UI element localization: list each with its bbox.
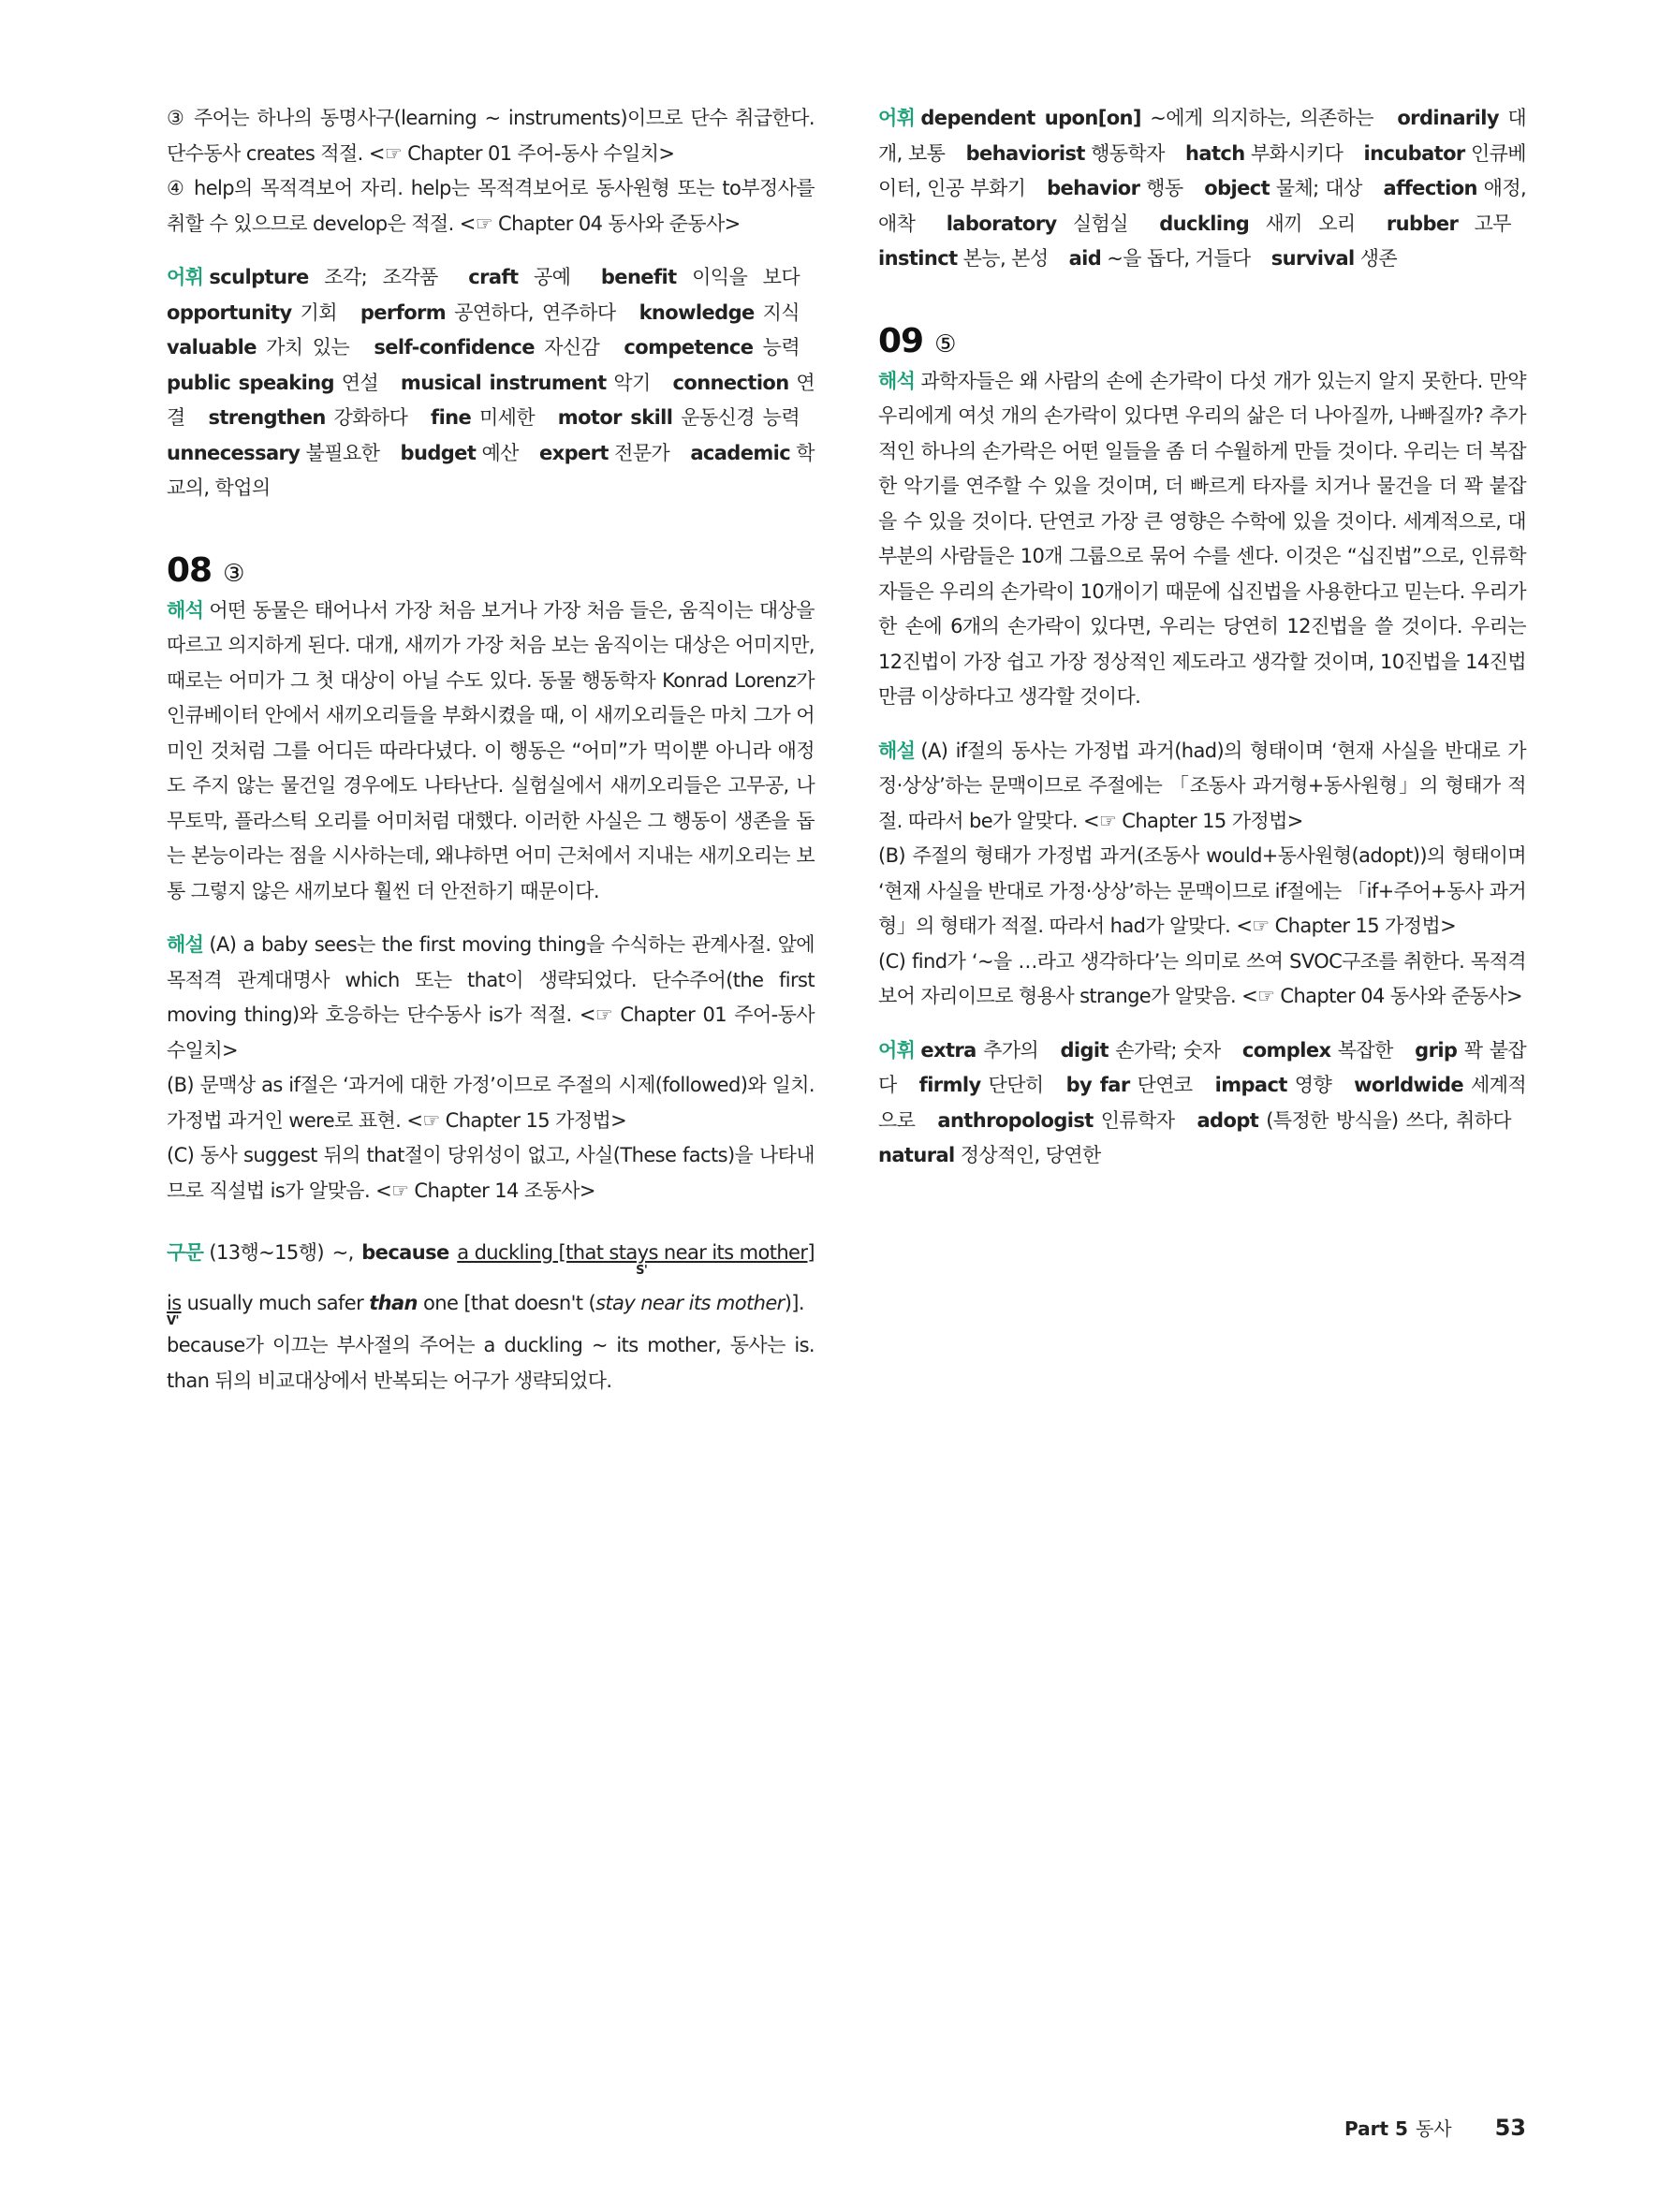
vocab-term: complex: [1241, 1038, 1331, 1062]
vocab-term: anthropologist: [937, 1108, 1094, 1132]
vocab-term: musical instrument: [400, 371, 607, 394]
gumun-ellipsis: stay near its mother: [595, 1292, 785, 1314]
vocab-meaning: 연결: [167, 371, 815, 429]
vocab-meaning: 공연하다, 연주하다: [454, 300, 616, 324]
q08-explanation-b: (B) 문맥상 as if절은 ‘과거에 대한 가정’이므로 주절의 시제(followed)와 일치. 가정법 과거인 were로 표현. <☞ Chapter 15 가정법>: [167, 1074, 815, 1132]
gumun-verb: is: [167, 1292, 182, 1314]
vocab-meaning: (특정한 방식을) 쓰다, 취하다: [1266, 1108, 1511, 1132]
vocab-term: motor skill: [557, 406, 673, 429]
vocab-meaning: 미세한: [478, 406, 536, 429]
explanation-text: (A) a baby sees는 the first moving thing을 수식하는 관계사절. 앞에 목적격 관계대명사 which 또는 that이 생략되었다. 단수주어(the first moving thing)와 호응하는 단수동사 is가 적절. <☞ Chapter 01 주어-동사 수일치>: [167, 933, 815, 1062]
vocab-term: budget: [400, 441, 477, 464]
translation-label: 해석: [167, 598, 204, 622]
vocab-meaning: 추가의: [983, 1038, 1039, 1062]
vocab-meaning: 연설: [341, 371, 379, 394]
vocab-meaning: 이익을 보다: [692, 266, 800, 288]
vocab-term: perform: [360, 300, 447, 324]
gumun-than: than: [369, 1292, 418, 1314]
vocab-term: behaviorist: [965, 141, 1085, 165]
vocab-meaning: 강화하다: [333, 406, 408, 429]
vocab-term: laboratory: [946, 212, 1057, 235]
gumun-label: 구문: [167, 1241, 204, 1264]
right-column: [878, 101, 1526, 1174]
vocab-term: worldwide: [1354, 1074, 1464, 1096]
explanation-label: 해설: [167, 933, 204, 956]
vocab-term: expert: [539, 441, 609, 464]
vocab-meaning: 물체; 대상: [1275, 177, 1362, 199]
vocab-term: natural: [878, 1144, 955, 1166]
vocab-meaning: 능력: [762, 336, 800, 359]
q09-translation: [878, 364, 1526, 715]
q09-explanation-c: (C) find가 ‘~을 …라고 생각하다’는 의미로 쓰여 SVOC구조를 취한다. 목적격보어 자리이므로 형용사 strange가 알맞음. <☞ Chapter 04 동사와 준동사>: [878, 949, 1526, 1007]
vocab-meaning: 복잡한: [1337, 1038, 1393, 1062]
question-number: 08: [167, 550, 213, 590]
gumun-subject-wrap: [457, 1227, 815, 1278]
vocab-meaning: 지식: [762, 300, 800, 324]
vocab-term: digit: [1060, 1038, 1109, 1062]
question-09-header: [878, 322, 1526, 360]
vocab-meaning: 본능, 본성: [962, 247, 1049, 270]
gumun-end: )].: [784, 1292, 804, 1314]
vocab-meaning: 대개, 보통: [878, 107, 1527, 165]
vocab-term: instinct: [878, 247, 958, 270]
vocab-term: behavior: [1047, 177, 1140, 199]
page-number: 53: [1494, 2115, 1526, 2141]
answer-mark: ③: [223, 559, 245, 588]
vocab-term: competence: [624, 336, 754, 359]
left-column: [167, 101, 815, 1399]
vocab-meaning: 운동신경 능력: [681, 406, 800, 429]
vocab-term: craft: [468, 266, 519, 288]
vocab-term: academic: [690, 441, 791, 464]
vocab-label: 어휘: [878, 107, 916, 129]
vocab-meaning: 부화시키다: [1250, 141, 1344, 165]
gumun-verb-wrap: [167, 1278, 182, 1328]
vocab-meaning: 꽉 붙잡다: [878, 1038, 1527, 1096]
vocab-term: object: [1204, 177, 1270, 199]
vocab-meaning: 애정, 애착: [878, 177, 1527, 235]
footer-section: 동사: [1415, 2117, 1452, 2140]
vocab-term: by far: [1065, 1074, 1130, 1096]
vocab-meaning: 단단히: [988, 1074, 1044, 1096]
vocab-term: connection: [672, 371, 789, 394]
q08-translation: [167, 593, 815, 910]
prev-vocab: [167, 260, 815, 506]
vocab-meaning: 정상적인, 당연한: [960, 1144, 1101, 1166]
vocab-term: grip: [1415, 1038, 1458, 1062]
vocab-meaning: 공예: [533, 266, 571, 288]
vocab-term: opportunity: [167, 300, 292, 324]
vocab-meaning: 전문가: [614, 441, 670, 464]
vocab-term: survival: [1270, 247, 1355, 270]
q09-vocab: [878, 1033, 1526, 1174]
vocab-meaning: 고무: [1474, 212, 1511, 235]
vocab-term: firmly: [918, 1074, 981, 1096]
answer-mark: ⑤: [934, 330, 957, 359]
vocab-term: strengthen: [208, 406, 326, 429]
vocab-term: duckling: [1159, 212, 1250, 235]
page-footer: [1344, 2114, 1526, 2141]
vocab-term: sculpture: [209, 266, 309, 288]
q09-explanation-b: (B) 주절의 형태가 가정법 과거(조동사 would+동사원형(adopt))의 형태이며 ‘현재 사실을 반대로 가정·상상’하는 문맥이므로 if절에는 「if+주어+동사 과거형」의 형태가 적절. 따라서 had가 알맞다. <☞ Chapter 15 가정법>: [878, 844, 1526, 937]
q08-gumun: [167, 1227, 815, 1328]
vocab-meaning: 가치 있는: [266, 336, 350, 359]
vocab-term: ordinarily: [1397, 107, 1499, 129]
vocab-meaning: 불필요한: [305, 441, 380, 464]
vocab-meaning: 새끼 오리: [1265, 212, 1356, 235]
q08-explanation-c: (C) 동사 suggest 뒤의 that절이 당위성이 없고, 사실(These facts)을 나타내므로 직설법 is가 알맞음. <☞ Chapter 14 조동사>: [167, 1144, 815, 1202]
vocab-meaning: 실험실: [1072, 212, 1128, 235]
vocab-meaning: 학교의, 학업의: [167, 441, 815, 499]
vocab-term: rubber: [1386, 212, 1459, 235]
vocab-term: fine: [431, 406, 472, 429]
vocab-meaning: 행동: [1146, 177, 1183, 199]
vocab-term: knowledge: [639, 300, 755, 324]
vocab-meaning: ~을 돕다, 거들다: [1107, 247, 1251, 270]
translation-text: 어떤 동물은 태어나서 가장 처음 보거나 가장 처음 들은, 움직이는 대상을 따르고 의지하게 된다. 대개, 새끼가 가장 처음 보는 움직이는 대상은 어미지만, 때로는 어미가 그 첫 대상이 아닐 수도 있다. 동물 행동학자 Konrad Lorenz가 인큐베이터 안에서 새끼오리들을 부화시켰을 때, 이 새끼오리들은 마치 그가 어미인 것처럼 그를 어디든 따라다녔다. 이 행동은 “어미”가 먹이뿐 아니라 애정도 주지 않는 물건일 경우에도 나타난다. 실험실에서 새끼오리들은 고무공, 나무토막, 플라스틱 오리를 어미처럼 대했다. 이러한 사실은 그 행동이 생존을 돕는 본능이라는 점을 시사하는데, 왜냐하면 어미 근처에서 지내는 새끼오리는 보통 그렇지 않은 새끼보다 훨씬 더 안전하기 때문이다.: [167, 598, 815, 902]
vocab-term: benefit: [600, 266, 677, 288]
gumun-pre: ~,: [331, 1241, 362, 1264]
vocab-meaning: 조각; 조각품: [324, 266, 438, 288]
vocab-term: incubator: [1363, 141, 1465, 165]
subject-tag: S': [636, 1264, 648, 1278]
gumun-note: because가 이끄는 부사절의 주어는 a duckling ~ its mother, 동사는 is. than 뒤의 비교대상에서 반복되는 어구가 생략되었다.: [167, 1334, 815, 1392]
gumun-lines: (13행~15행): [209, 1241, 324, 1264]
vocab-meaning: 생존: [1359, 247, 1398, 270]
vocab-term: extra: [920, 1038, 976, 1062]
vocab-term: self-confidence: [374, 336, 535, 359]
vocab-term: aid: [1068, 247, 1102, 270]
explanation-text: (A) if절의 동사는 가정법 과거(had)의 형태이며 ‘현재 사실을 반대로 가정·상상’하는 문맥이므로 주절에는 「조동사 과거형+동사원형」의 형태가 적절. 따라서 be가 알맞다. <☞ Chapter 15 가정법>: [878, 739, 1526, 832]
q08-vocab: [878, 101, 1526, 277]
question-08-header: [167, 551, 815, 590]
vocab-meaning: 악기: [613, 371, 651, 394]
gumun-mid: usually much safer: [181, 1292, 370, 1314]
vocab-term: dependent upon[on]: [920, 107, 1141, 129]
gumun-because: because: [361, 1241, 449, 1264]
vocab-label: 어휘: [878, 1038, 916, 1062]
vocab-term: impact: [1214, 1074, 1287, 1096]
q08-explanation-a: [167, 928, 815, 1068]
vocab-meaning: 영향: [1294, 1074, 1332, 1096]
prev-note-4: ④ help의 목적격보어 자리. help는 목적격보어로 동사원형 또는 to부정사를 취할 수 있으므로 develop은 적절. <☞ Chapter 04 동사와 준동사>: [167, 177, 815, 235]
gumun-one: one [that doesn't (: [417, 1292, 596, 1314]
question-number: 09: [878, 321, 924, 360]
verb-tag: V': [167, 1314, 179, 1328]
gumun-subject: a duckling [that stays near its mother]: [457, 1241, 815, 1264]
vocab-meaning: 예산: [481, 441, 519, 464]
vocab-term: valuable: [167, 336, 257, 359]
vocab-meaning: 단연코: [1137, 1074, 1193, 1096]
vocab-label: 어휘: [167, 266, 204, 288]
translation-label: 해석: [878, 369, 916, 392]
vocab-term: adopt: [1197, 1108, 1259, 1132]
translation-text: 과학자들은 왜 사람의 손에 손가락이 다섯 개가 있는지 알지 못한다. 만약 우리에게 여섯 개의 손가락이 있다면 우리의 삶은 더 나아질까, 나빠질까? 추가적인 하나의 손가락은 어떤 일들을 좀 더 수월하게 만들 것이다. 우리는 더 복잡한 악기를 연주할 수 있을 것이며, 더 빠르게 타자를 치거나 물건을 더 꽉 붙잡을 수 있을 것이다. 단연코 가장 큰 영향은 수학에 있을 것이다. 세계적으로, 대부분의 사람들은 10개 그룹으로 묶어 수를 센다. 이것은 “십진법”으로, 인류학자들은 우리의 손가락이 10개이기 때문에 십진법을 사용한다고 믿는다. 우리가 한 손에 6개의 손가락이 있다면, 우리는 당연히 12진법을 쓸 것이다. 우리는 12진법이 가장 쉽고 가장 정상적인 제도라고 생각할 것이며, 10진법을 14진법만큼 이상하다고 생각할 것이다.: [878, 369, 1526, 708]
vocab-term: affection: [1383, 177, 1477, 199]
vocab-meaning: 인큐베이터, 인공 부화기: [878, 141, 1526, 199]
prev-note-3: ③ 주어는 하나의 동명사구(learning ~ instruments)이므로 단수 취급한다. 단수동사 creates 적절. <☞ Chapter 01 주어-동사 수일치>: [167, 107, 815, 165]
vocab-term: public speaking: [167, 371, 334, 394]
vocab-meaning: 세계적으로: [878, 1074, 1527, 1132]
vocab-meaning: 인류학자: [1100, 1108, 1175, 1132]
explanation-label: 해설: [878, 739, 916, 762]
vocab-meaning: 손가락; 숫자: [1115, 1038, 1221, 1062]
vocab-meaning: 기회: [300, 300, 337, 324]
vocab-term: unnecessary: [167, 441, 301, 464]
vocab-term: hatch: [1185, 141, 1245, 165]
q09-explanation-a: [878, 734, 1526, 840]
vocab-meaning: ~에게 의지하는, 의존하는: [1150, 107, 1373, 129]
vocab-meaning: 행동학자: [1091, 141, 1165, 165]
footer-part: Part 5: [1344, 2117, 1408, 2140]
vocab-meaning: 자신감: [544, 336, 600, 359]
